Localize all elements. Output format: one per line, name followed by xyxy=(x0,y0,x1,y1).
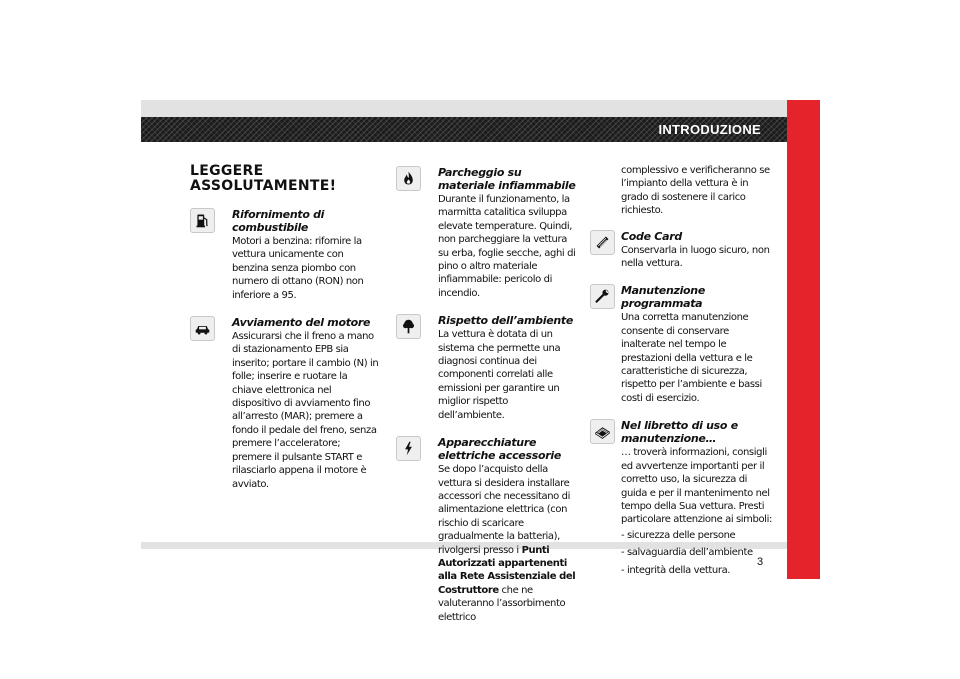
section-electrical-accessories: Apparecchiature elettriche accessorie Se dopo l’acquisto della vettura si desidera installare accessori che necessitano di alimentazione elettrica (con rischio di scaricare gradualmente la batteria), rivolgersi presso i Punti Autorizzati appartenenti alla Rete Assistenziale del Costruttore che ne valuteranno l’assorbimento elettrico xyxy=(396,436,576,624)
column-3 xyxy=(590,164,775,591)
tree-icon xyxy=(396,314,421,339)
section-engine-start: Avviamento del motore Assicurarsi che il freno a mano di stazionamento EPB sia inserito; portare il cambio (N) in folle; inserire e ruotare la chiave elettronica nel dispositivo di avviamento fino all’arresto (MAR); premere a fondo il pedale del freno, senza premere l’acceleratore; premere il pulsante START e rilasciarlo appena il motore è avviato. xyxy=(190,316,380,491)
red-side-strip xyxy=(787,100,820,579)
header-bar xyxy=(141,117,787,142)
section-scheduled-maintenance: Manutenzione programmata Una corretta manutenzione consente di conservare inalterate nel tempo le prestazioni della vettura e le caratteristiche di sicurezza, rispetto per l’ambiente e bassi costi di esercizio. xyxy=(590,284,775,405)
section-owner-manual: Nel libretto di uso e manutenzione… … troverà informazioni, consigli ed avvertenze importanti per il corretto uso, la sicurezza di guida e per il mantenimento nel tempo della Sua vettura. Presti particolare attenzione ai simboli: - sicurezza delle persone - salvaguardia dell’ambiente - integrità della vettura. xyxy=(590,419,775,577)
page-number: 3 xyxy=(757,556,764,568)
lightning-icon xyxy=(396,436,421,461)
main-heading: LEGGERE ASSOLUTAMENTE! xyxy=(190,163,337,194)
list-item: - sicurezza delle persone xyxy=(621,529,736,541)
section-flammable-parking: Parcheggio su materiale infiammabile Durante il funzionamento, la marmitta catalitica sviluppa elevate temperature. Quindi, non parcheggiare la vettura su erba, foglie secche, aghi di pino o altro materiale infiammabile: pericolo di incendio. xyxy=(396,166,576,300)
car-icon xyxy=(190,316,215,341)
symbols-list xyxy=(621,529,775,577)
list-item: - integrità della vettura. xyxy=(621,564,731,576)
section-environment: Rispetto dell’ambiente La vettura è dotata di un sistema che permette una diagnosi continua dei componenti correlati alle emissioni per garantire un miglior rispetto dell’ambiente. xyxy=(396,314,576,422)
code-card-icon xyxy=(590,230,615,255)
fuel-pump-icon xyxy=(190,208,215,233)
section-code-card: Code Card Conservarla in luogo sicuro, non nella vettura. xyxy=(590,230,775,271)
top-band xyxy=(141,100,787,117)
section-refueling: Rifornimento di combustibile Motori a benzina: rifornire la vettura unicamente con benzina senza piombo con numero di ottano (RON) non inferiore a 95. xyxy=(190,208,380,302)
wrench-icon xyxy=(590,284,615,309)
page-title: INTRODUZIONE xyxy=(658,122,761,137)
manual-book-icon xyxy=(590,419,615,444)
flame-icon xyxy=(396,166,421,191)
list-item: - salvaguardia dell’ambiente xyxy=(621,547,753,559)
column-1 xyxy=(190,160,380,505)
continuation-text: complessivo e verificheranno se l’impianto della vettura è in grado di sostenere il carico richiesto. xyxy=(621,165,770,217)
column-2 xyxy=(396,166,576,638)
